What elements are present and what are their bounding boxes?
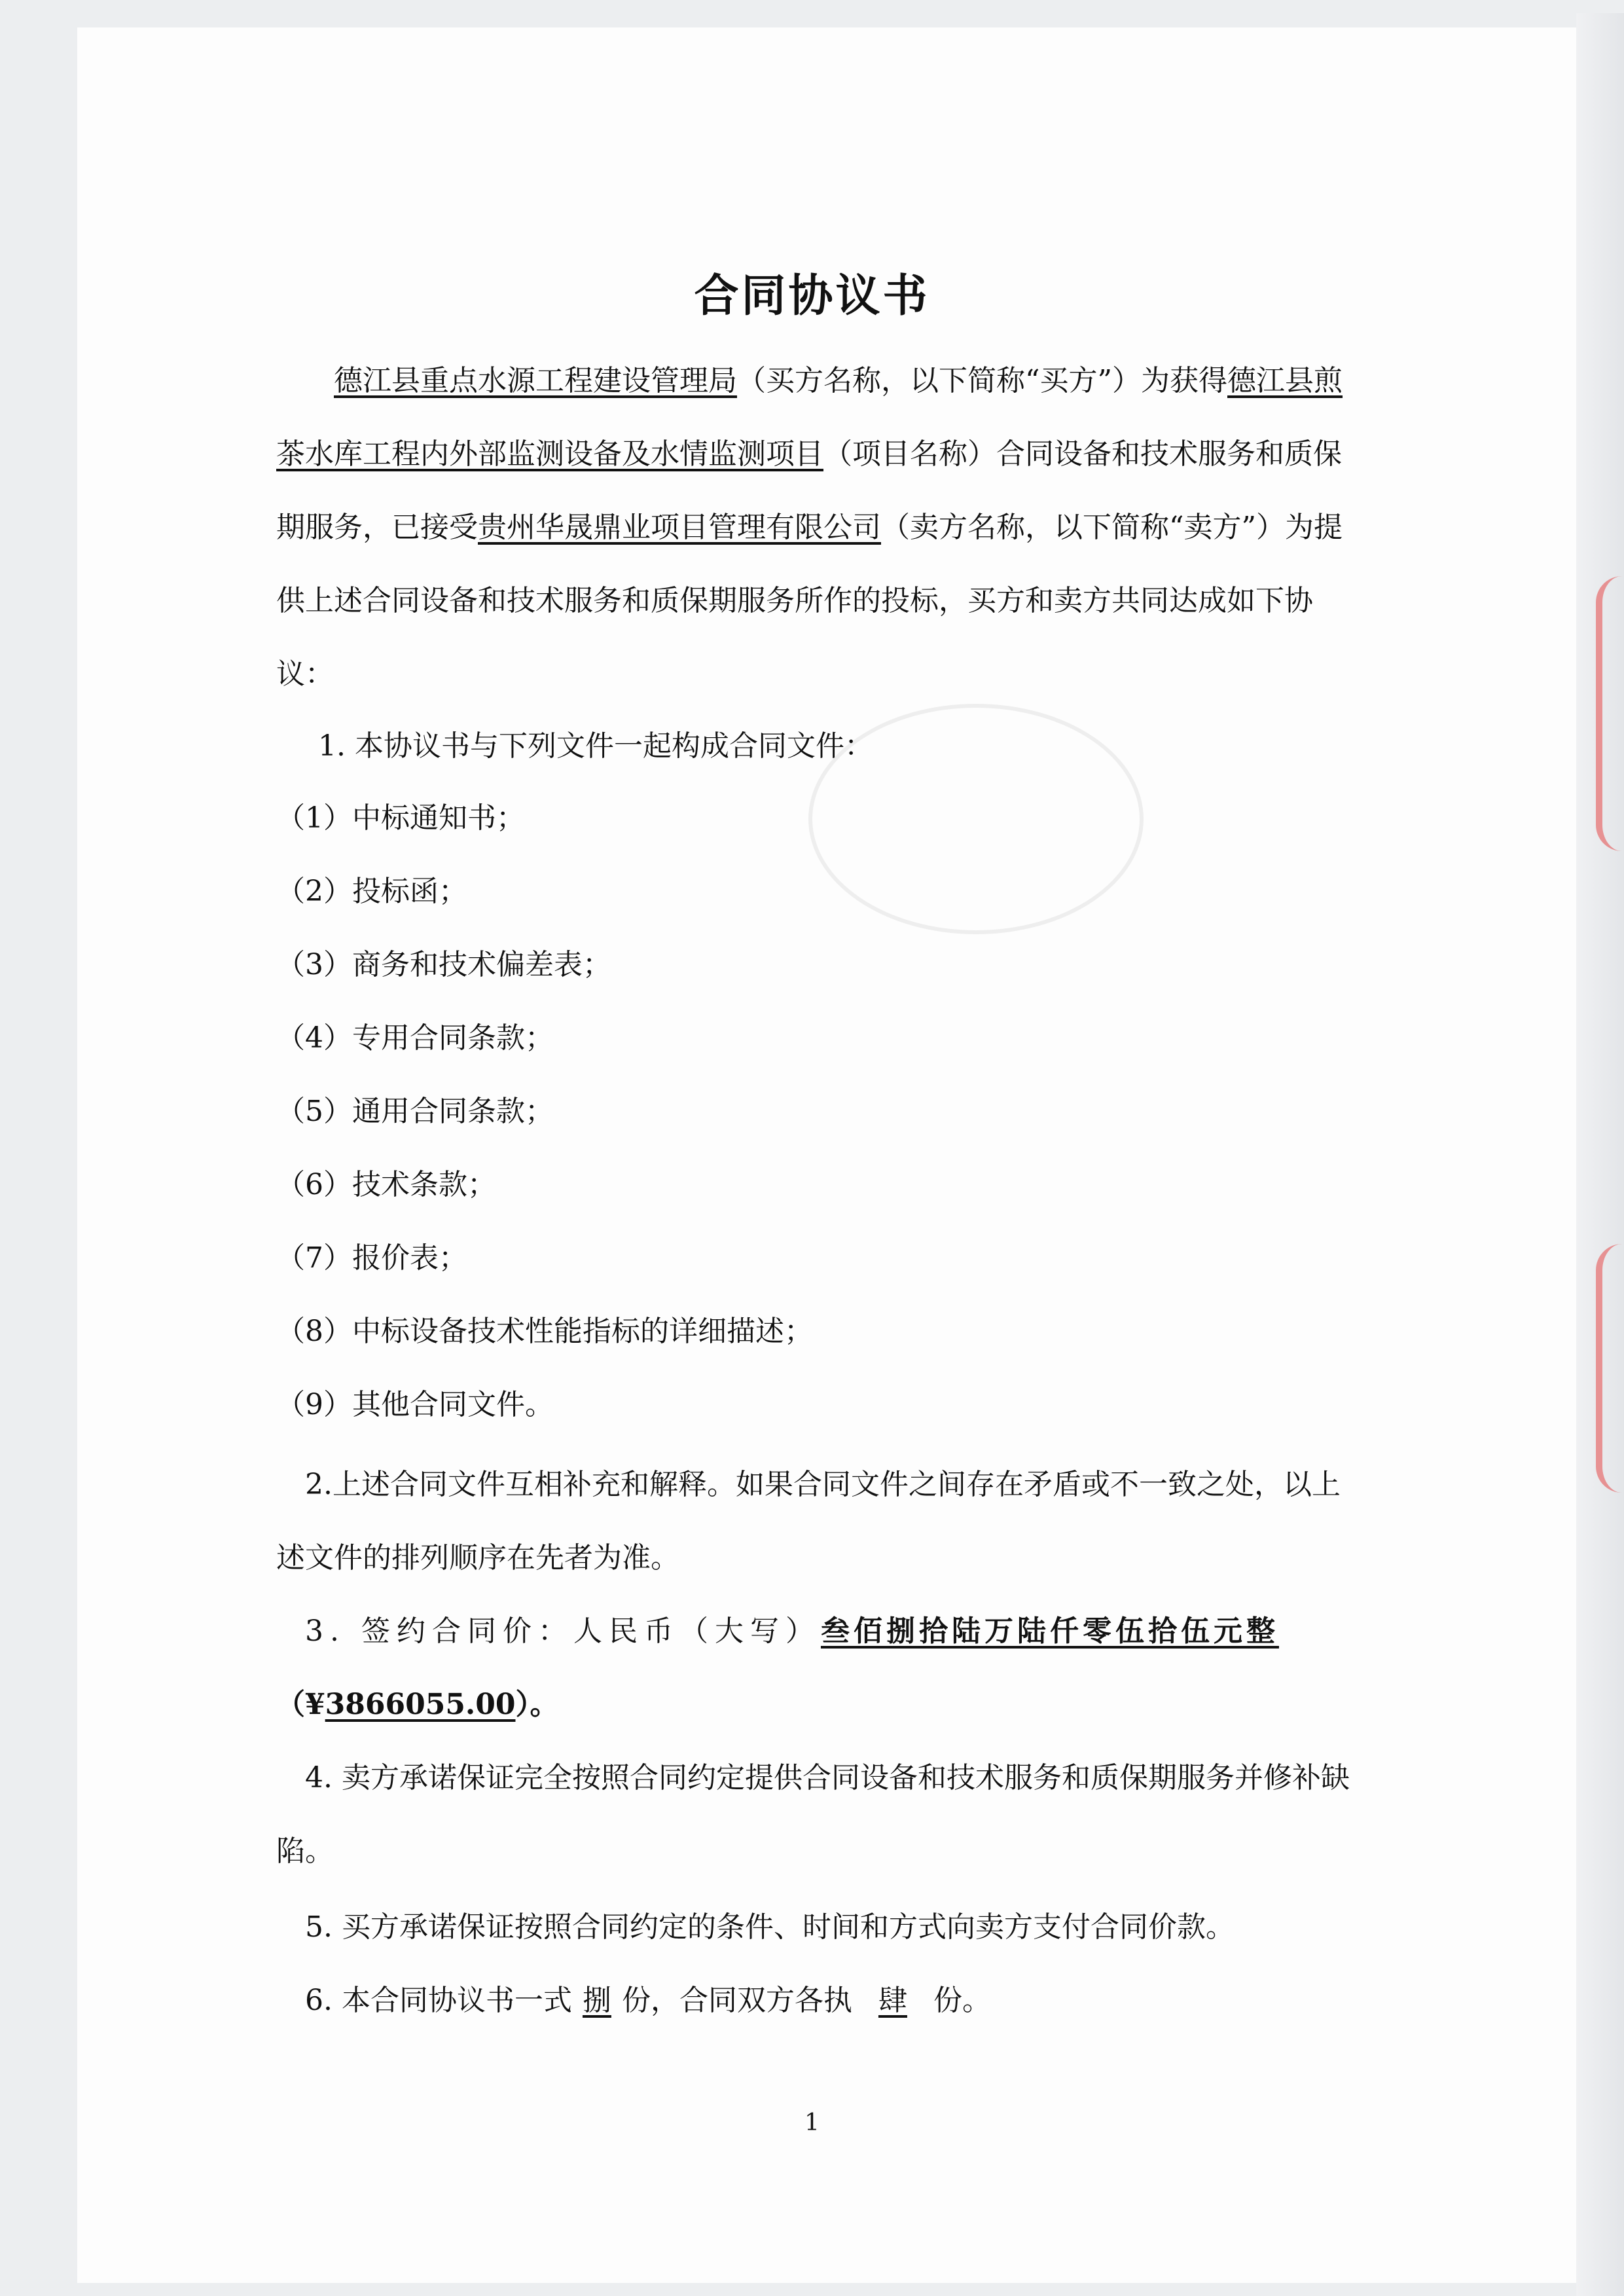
copies-total: 捌 bbox=[582, 1984, 611, 2017]
seal-edge-top bbox=[1596, 576, 1624, 851]
page-number: 1 bbox=[804, 2109, 820, 2136]
clause-3 bbox=[276, 1595, 1363, 1741]
project-name: 德江县煎茶水库工程内外部监测设备及水情监测项目 bbox=[276, 364, 1343, 471]
seal-edge-bottom bbox=[1596, 1244, 1624, 1493]
clause-2-text: 2.上述合同文件互相补充和解释。如果合同文件之间存在矛盾或不一致之处，以上述文件的排列顺序在先者为准。 bbox=[276, 1468, 1341, 1575]
seller-name: 贵州华晟鼎业项目管理有限公司 bbox=[478, 511, 881, 544]
document-title: 合同协议书 bbox=[694, 270, 930, 322]
doc-item-8: （8）中标设备技术性能指标的详细描述； bbox=[276, 1315, 813, 1348]
price-open: （¥ bbox=[276, 1688, 325, 1721]
clause-6-text-1: 6. 本合同协议书一式 bbox=[305, 1984, 572, 2017]
doc-item-4: （4）专用合同条款； bbox=[276, 1021, 554, 1055]
doc-item-7: （7）报价表； bbox=[276, 1241, 467, 1275]
scan-edge bbox=[1576, 13, 1624, 2296]
doc-item-2: （2）投标函； bbox=[276, 875, 467, 908]
clause-6-text-3: 份。 bbox=[933, 1984, 991, 2017]
price-number: 3866055.00 bbox=[325, 1688, 516, 1721]
doc-item-1: （1）中标通知书； bbox=[276, 801, 525, 835]
clause-6 bbox=[305, 1981, 1392, 2020]
intro-text-2: （项目名称）合同设备和技术服务和质保期服务，已接受 bbox=[276, 437, 1342, 544]
intro-text-3: （卖方名称，以下简称“卖方”）为提供上述合同设备和技术服务和质保期服务所作的投标，买方和卖方共同达成如下协议： bbox=[276, 511, 1343, 691]
price-label: 3. 签约合同价：人民币（大写） bbox=[305, 1614, 821, 1648]
intro-text-1: （买方名称，以下简称“买方”）为获得 bbox=[737, 364, 1227, 397]
clause-4 bbox=[276, 1741, 1363, 1888]
doc-item-3: （3）商务和技术偏差表； bbox=[276, 948, 611, 981]
intro-paragraph bbox=[276, 344, 1363, 711]
price-in-words: 叁佰捌拾陆万陆仟零伍拾伍元整 bbox=[820, 1614, 1279, 1648]
clause-1: 1. 本协议书与下列文件一起构成合同文件： bbox=[318, 729, 873, 763]
doc-item-6: （6）技术条款； bbox=[276, 1168, 496, 1201]
doc-item-9: （9）其他合同文件。 bbox=[276, 1388, 554, 1421]
clause-2 bbox=[276, 1448, 1363, 1595]
clause-6-text-2: 份，合同双方各执 bbox=[621, 1984, 852, 2017]
doc-item-5: （5）通用合同条款； bbox=[276, 1095, 554, 1128]
copies-each: 肆 bbox=[878, 1984, 907, 2017]
price-close: ）。 bbox=[515, 1688, 559, 1721]
clause-4-text: 4. 卖方承诺保证完全按照合同约定提供合同设备和技术服务和质保期服务并修补缺陷。 bbox=[276, 1761, 1350, 1868]
clause-5: 5. 买方承诺保证按照合同约定的条件、时间和方式向卖方支付合同价款。 bbox=[305, 1910, 1235, 1944]
buyer-name: 德江县重点水源工程建设管理局 bbox=[334, 364, 737, 397]
